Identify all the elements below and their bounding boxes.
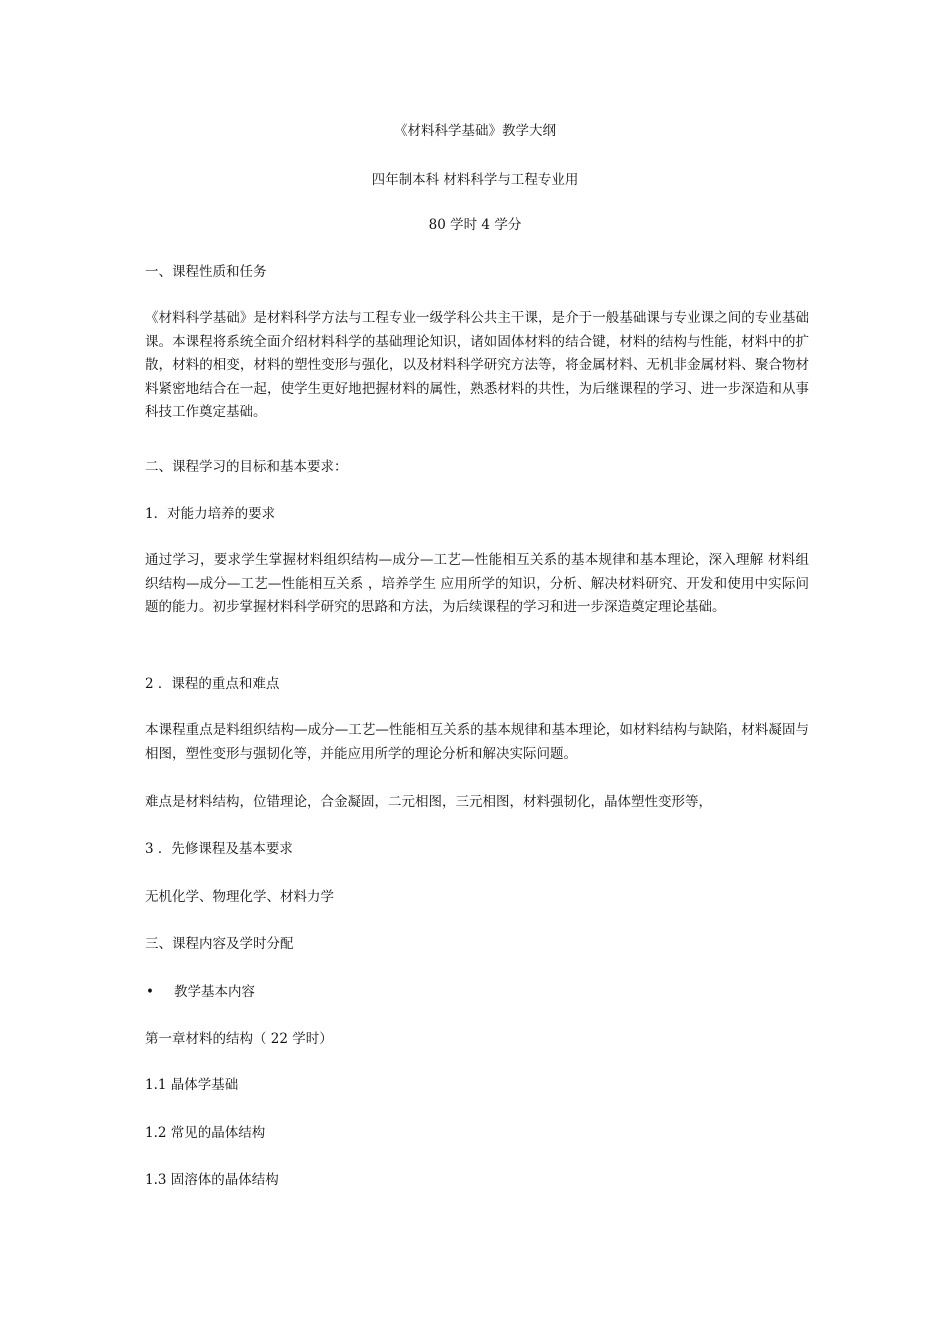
- section-2-2-paragraph: 本课程重点是料组织结构—成分—工艺—性能相互关系的基本规律和基本理论，如材料结构与缺陷，材料凝固与相图，塑性变形与强韧化等，并能应用所学的理论分析和解决实际问题。: [145, 722, 809, 762]
- section-1-heading: 一、课程性质和任务: [145, 264, 267, 280]
- section-2-2-heading: 2 ．课程的重点和难点: [145, 676, 280, 692]
- hours-credits: 80 学时 4 学分: [428, 217, 522, 233]
- section-2-3-heading: 3 ．先修课程及基本要求: [145, 841, 293, 857]
- list-item: 1.3 固溶体的晶体结构: [145, 1172, 279, 1188]
- section-2-3-paragraph: 无机化学、物理化学、材料力学: [145, 889, 334, 905]
- section-2-2-difficulty: 难点是材料结构，位错理论，合金凝固，二元相图，三元相图，材料强韧化，晶体塑性变形等，: [145, 794, 712, 810]
- section-2-1-heading: 1．对能力培养的要求: [145, 506, 276, 522]
- section-2-1-paragraph: 通过学习，要求学生掌握材料组织结构—成分—工艺—性能相互关系的基本规律和基本理论，深入理解 材料组织结构—成分—工艺—性能相互关系 ，培养学生 应用所学的知识，分析、解决材料研究、开发和使用中实际问题的能力。初步掌握材料科学研究的思路和方法，为后续课程的学习和进一步深造奠定理论基础。: [145, 552, 809, 615]
- list-item: 1.2 常见的晶体结构: [145, 1125, 266, 1141]
- bullet-icon: •: [146, 984, 154, 1000]
- document-subtitle: 四年制本科 材料科学与工程专业用: [371, 172, 579, 188]
- section-2-heading: 二、课程学习的目标和基本要求：: [145, 459, 348, 475]
- chapter-1-heading: 第一章材料的结构（ 22 学时）: [145, 1031, 333, 1047]
- section-3-heading: 三、课程内容及学时分配: [145, 936, 294, 952]
- bullet-item-text: 教学基本内容: [174, 984, 255, 1000]
- section-1-paragraph: 《材料科学基础》是材料科学方法与工程专业一级学科公共主干课，是介于一般基础课与专业课之间的专业基础课。本课程将系统全面介绍材料科学的基础理论知识，诸如固体材料的结合键，材料的结构与性能，材料中的扩散，材料的相变，材料的塑性变形与强化，以及材料科学研究方法等，将金属材料、无机非金属材料、聚合物材料紧密地结合在一起，使学生更好地把握材料的属性，熟悉材料的共性，为后继课程的学习、进一步深造和从事科技工作奠定基础。: [145, 310, 809, 420]
- list-item: 1.1 晶体学基础: [145, 1077, 239, 1093]
- document-title: 《材料科学基础》教学大纲: [394, 123, 556, 139]
